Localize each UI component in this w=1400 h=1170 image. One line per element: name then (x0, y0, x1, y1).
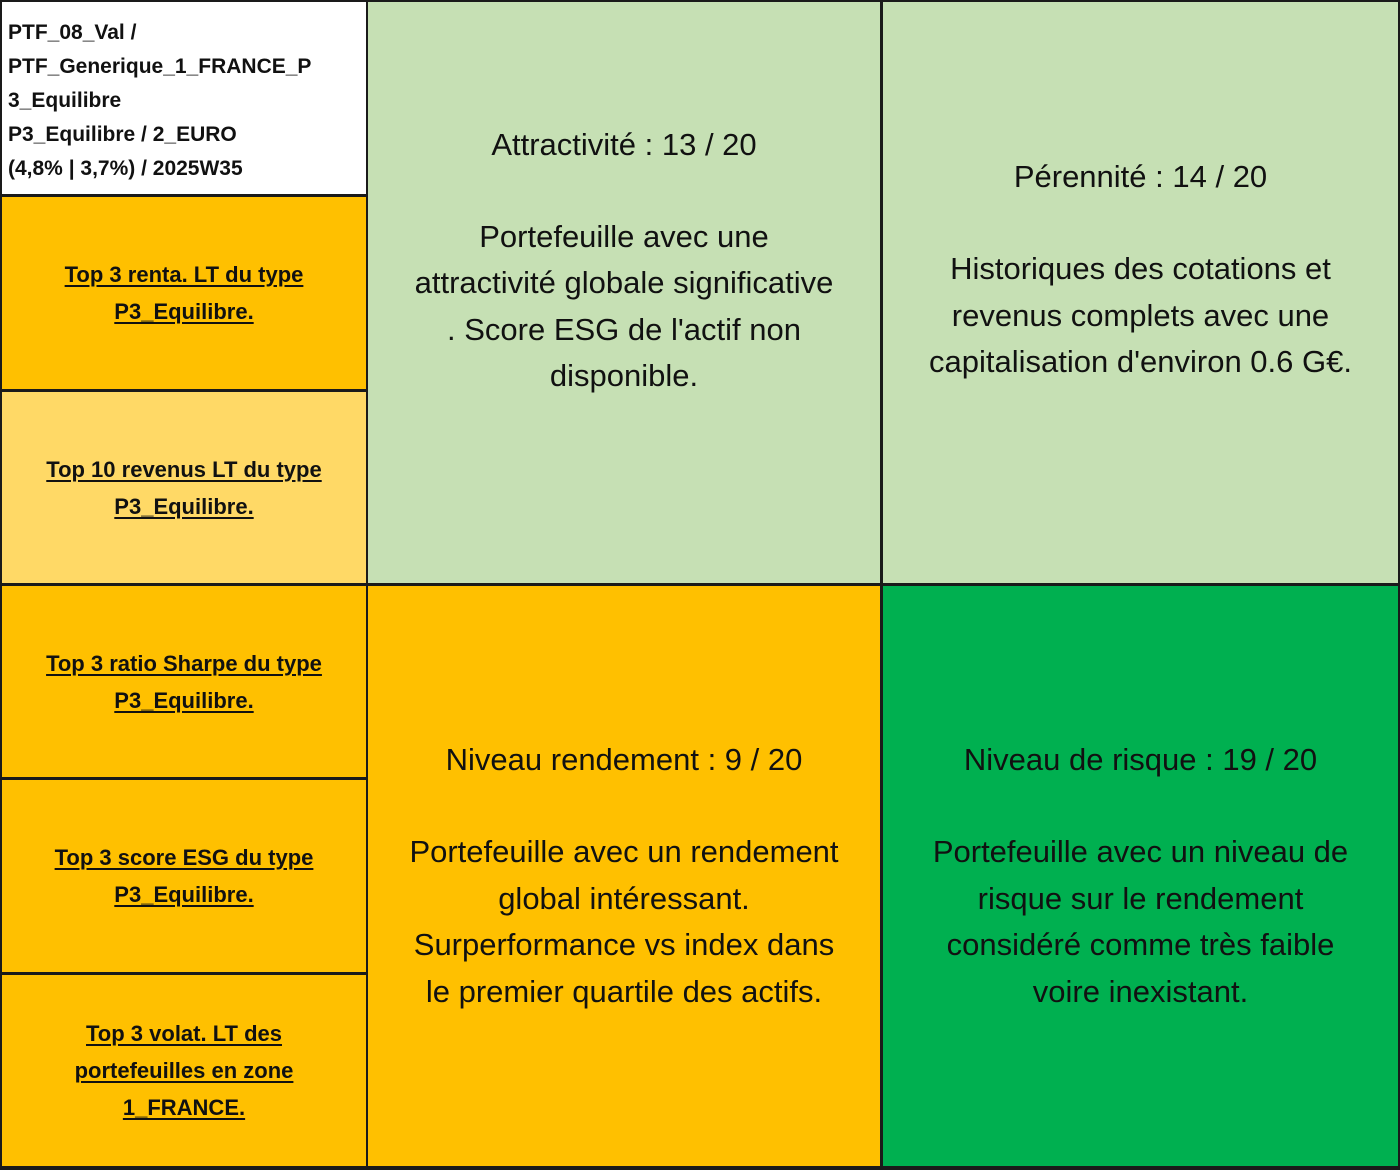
description-line: . Score ESG de l'actif non (447, 311, 801, 347)
top10-revenus-cell (2, 392, 366, 583)
description-line: Portefeuille avec un niveau de (932, 834, 1349, 869)
description-line: capitalisation d'environ 0.6 G€. (929, 344, 1352, 380)
top3-sharpe-cell (2, 586, 366, 777)
perennite-score-title: Pérennité : 14 / 20 (1013, 159, 1268, 195)
description-line: voire inexistant. (1032, 973, 1249, 1009)
description-line: le premier quartile des actifs. (425, 973, 823, 1009)
attractivite-score-cell (368, 2, 880, 583)
description-line: Surperformance vs index dans (413, 927, 835, 962)
description-line: risque sur le rendement (977, 880, 1304, 916)
top10-revenus-link[interactable]: Top 10 revenus LT du type P3_Equilibre. (46, 456, 322, 519)
portfolio-info-cell (2, 2, 366, 194)
attractivite-score-title: Attractivité : 13 / 20 (491, 126, 757, 162)
portfolio-info-line: P3_Equilibre / 2_EURO (8, 123, 237, 146)
portfolio-info-line: PTF_08_Val / (8, 21, 137, 44)
perennite-score-description (929, 246, 1352, 386)
portfolio-info-line: 3_Equilibre (8, 89, 122, 112)
description-line: Portefeuille avec une (479, 218, 769, 254)
risque-score-title: Niveau de risque : 19 / 20 (963, 742, 1318, 777)
perennite-score-cell (883, 2, 1398, 583)
description-line: revenus complets avec une (951, 297, 1330, 333)
top3-volat-cell (2, 975, 366, 1166)
rendement-score-cell (368, 586, 880, 1166)
portfolio-info-line: (4,8% | 3,7%) / 2025W35 (8, 157, 243, 180)
description-line: disponible. (549, 358, 699, 393)
top3-esg-link[interactable]: Top 3 score ESG du type P3_Equilibre. (54, 845, 314, 907)
rendement-score-description (409, 829, 838, 1015)
rendement-score-title: Niveau rendement : 9 / 20 (445, 742, 803, 777)
risque-score-cell (883, 586, 1398, 1166)
top3-sharpe-link[interactable]: Top 3 ratio Sharpe du type P3_Equilibre. (46, 650, 322, 713)
description-line: Historiques des cotations et (950, 251, 1331, 287)
description-line: global intéressant. (498, 880, 750, 916)
description-line: considéré comme très faible (946, 927, 1335, 962)
top3-renta-cell (2, 197, 366, 389)
description-line: Portefeuille avec un rendement (409, 834, 839, 869)
portfolio-info-line: PTF_Generique_1_FRANCE_P (8, 55, 312, 78)
risque-score-description (933, 829, 1348, 1015)
top3-renta-link[interactable]: Top 3 renta. LT du type P3_Equilibre. (64, 262, 304, 324)
description-line: attractivité globale significative (414, 265, 834, 300)
top3-volat-link[interactable]: Top 3 volat. LT des portefeuilles en zone 1_FRANCE. (74, 1021, 294, 1120)
top3-esg-cell (2, 780, 366, 972)
attractivite-score-description (415, 214, 834, 400)
